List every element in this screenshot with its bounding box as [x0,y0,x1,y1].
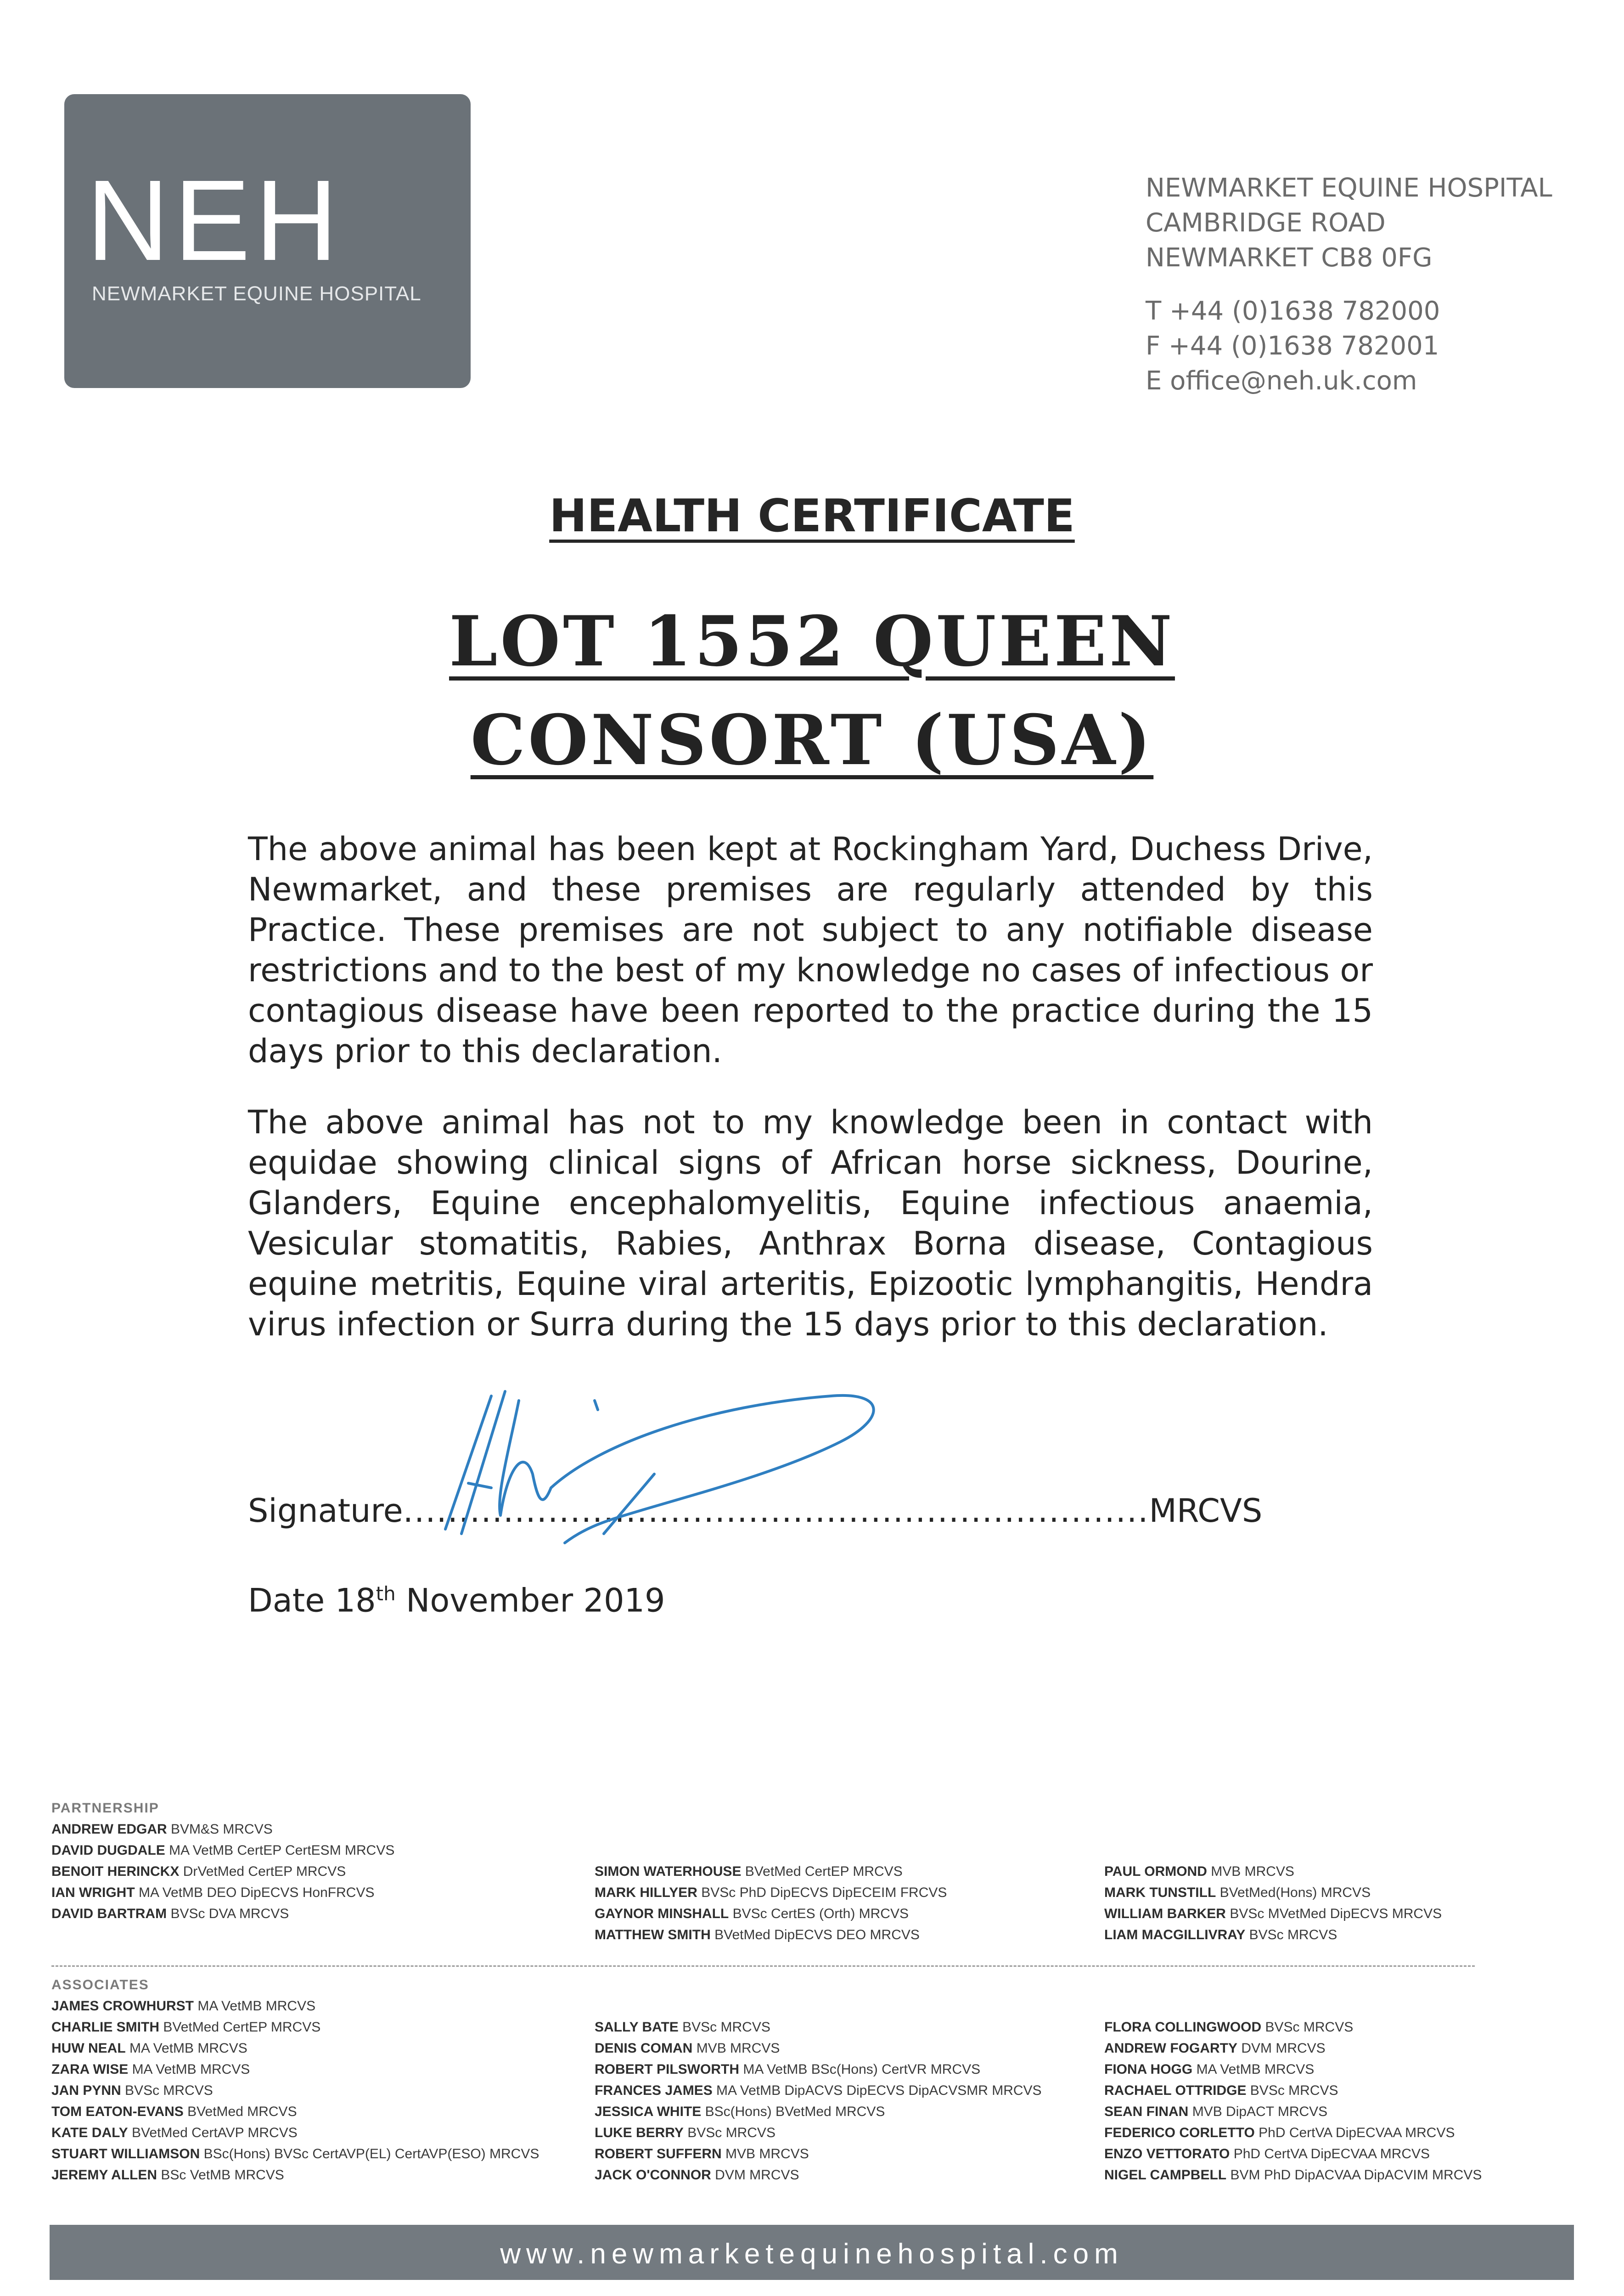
staff-name: MARK HILLYER [595,1885,697,1900]
staff-entry [1104,1903,1442,1925]
partnership-heading: PARTNERSHIP [51,1801,159,1816]
staff-name: FRANCES JAMES [595,2083,713,2098]
staff-name: ANDREW FOGARTY [1104,2041,1237,2056]
staff-name: KATE DALY [51,2125,128,2140]
staff-qualifications: MVB MRCVS [1211,1864,1294,1879]
address-line: NEWMARKET EQUINE HOSPITAL [1146,173,1552,203]
staff-entry [595,2144,1042,2165]
signature-dots: ................................................................... [403,1492,1149,1530]
staff-name: JESSICA WHITE [595,2104,702,2119]
staff-qualifications: MA VetMB MRCVS [197,1998,316,2014]
declaration-paragraph-1: The above animal has been kept at Rockingham Yard, Duchess Drive, Newmarket, and these premises are regularly attended by this Practice. These premises are not subject to any notifiable disease restrictions and to the best of my knowledge no cases of infectious or contagious disease have been reported to the practice during the 15 days prior to this declaration. [248,830,1373,1070]
staff-qualifications: BVM PhD DipACVAA DipACVIM MRCVS [1230,2167,1482,2183]
staff-entry [51,1819,394,1840]
staff-qualifications: BVSc MVetMed DipECVS MRCVS [1230,1906,1442,1921]
staff-entry [51,2101,539,2122]
staff-name: JAMES CROWHURST [51,1998,194,2014]
staff-qualifications: BVetMed(Hons) MRCVS [1219,1885,1371,1900]
staff-entry [1104,2059,1482,2080]
staff-name: ROBERT PILSWORTH [595,2062,739,2077]
staff-qualifications: MVB MRCVS [696,2041,780,2056]
staff-name: MARK TUNSTILL [1104,1885,1216,1900]
staff-qualifications: BSc VetMB MRCVS [161,2167,284,2183]
staff-qualifications: BSc(Hons) BVSc CertAVP(EL) CertAVP(ESO) MRCVS [203,2146,539,2161]
address-line: NEWMARKET CB8 0FG [1146,243,1433,273]
staff-entry [1104,2144,1482,2165]
lot-heading [0,592,1624,790]
staff-name: ROBERT SUFFERN [595,2146,722,2161]
lot-line-2: CONSORT (USA) [470,700,1154,781]
staff-entry [1104,2038,1482,2059]
staff-qualifications: PhD CertVA DipECVAA MRCVS [1259,2125,1455,2140]
staff-entry [51,1996,539,2017]
staff-name: IAN WRIGHT [51,1885,135,1900]
staff-entry [51,1903,394,1925]
staff-qualifications: BSc(Hons) BVetMed MRCVS [705,2104,885,2119]
staff-name: TOM EATON-EVANS [51,2104,184,2119]
date-label: Date [248,1581,325,1620]
staff-qualifications: DVM MRCVS [715,2167,799,2183]
staff-name: NIGEL CAMPBELL [1104,2167,1227,2183]
staff-qualifications: MA VetMB DEO DipECVS HonFRCVS [138,1885,375,1900]
staff-qualifications: MVB MRCVS [725,2146,809,2161]
date-line [248,1581,665,1620]
staff-name: SEAN FINAN [1104,2104,1189,2119]
staff-entry [595,2122,1042,2144]
staff-qualifications: BVetMed DipECVS DEO MRCVS [714,1927,920,1942]
staff-entry [595,2080,1042,2101]
staff-entry [595,2165,1042,2186]
date-month-year: November 2019 [406,1581,665,1620]
logo-subtitle: NEWMARKET EQUINE HOSPITAL [92,282,421,305]
staff-qualifications: BVSc MRCVS [1265,2020,1354,2035]
staff-name: ZARA WISE [51,2062,129,2077]
partnership-column-2 [595,1861,947,1946]
staff-qualifications: BVSc MRCVS [682,2020,770,2035]
staff-qualifications: BVetMed CertEP MRCVS [745,1864,903,1879]
staff-name: WILLIAM BARKER [1104,1906,1226,1921]
staff-qualifications: MA VetMB DipACVS DipECVS DipACVSMR MRCVS [716,2083,1042,2098]
staff-qualifications: BVM&S MRCVS [171,1822,273,1837]
hospital-logo [64,94,471,388]
staff-entry [1104,2080,1482,2101]
staff-entry [51,2059,539,2080]
staff-entry [51,2017,539,2038]
staff-entry [595,2059,1042,2080]
staff-name: RACHAEL OTTRIDGE [1104,2083,1247,2098]
staff-name: ANDREW EDGAR [51,1822,167,1837]
staff-qualifications: BVSc MRCVS [125,2083,213,2098]
staff-qualifications: DVM MRCVS [1241,2041,1326,2056]
footer-website: www.newmarketequinehospital.com [500,2238,1124,2270]
staff-qualifications: BVetMed CertAVP MRCVS [132,2125,298,2140]
hospital-contact [1146,294,1440,399]
signature-suffix: MRCVS [1149,1492,1263,1530]
staff-name: DAVID DUGDALE [51,1843,165,1858]
staff-qualifications: BVetMed CertEP MRCVS [163,2020,321,2035]
telephone: T +44 (0)1638 782000 [1146,296,1440,326]
staff-qualifications: MVB DipACT MRCVS [1192,2104,1328,2119]
staff-entry [51,2038,539,2059]
staff-name: BENOIT HERINCKX [51,1864,180,1879]
associates-column-2 [595,2017,1042,2186]
footer-bar [50,2225,1574,2280]
staff-qualifications: BVSc MRCVS [1250,2083,1338,2098]
staff-divider [51,1965,1475,1967]
staff-qualifications: BVSc DVA MRCVS [170,1906,289,1921]
staff-entry [595,1861,947,1882]
staff-entry [1104,2101,1482,2122]
staff-name: PAUL ORMOND [1104,1864,1207,1879]
staff-name: GAYNOR MINSHALL [595,1906,729,1921]
staff-qualifications: BVSc MRCVS [687,2125,775,2140]
staff-qualifications: MA VetMB CertEP CertESM MRCVS [169,1843,395,1858]
staff-qualifications: BVSc MRCVS [1249,1927,1337,1942]
staff-entry [51,2122,539,2144]
staff-entry [51,2165,539,2186]
staff-entry [1104,1925,1442,1946]
staff-name: LIAM MACGILLIVRAY [1104,1927,1246,1942]
certificate-title-text: HEALTH CERTIFICATE [549,490,1075,542]
staff-qualifications: MA VetMB MRCVS [1196,2062,1315,2077]
staff-entry [595,2038,1042,2059]
staff-name: SIMON WATERHOUSE [595,1864,742,1879]
staff-name: FLORA COLLINGWOOD [1104,2020,1262,2035]
staff-qualifications: MA VetMB MRCVS [132,2062,250,2077]
staff-entry [1104,2122,1482,2144]
staff-name: STUART WILLIAMSON [51,2146,200,2161]
associates-column-3 [1104,2017,1482,2186]
staff-entry [595,1882,947,1903]
staff-name: FIONA HOGG [1104,2062,1193,2077]
date-day: 18 [335,1581,376,1620]
partnership-column-3 [1104,1861,1442,1946]
email: E office@neh.uk.com [1146,366,1417,396]
address-line: CAMBRIDGE ROAD [1146,208,1386,238]
staff-name: DAVID BARTRAM [51,1906,167,1921]
certificate-title [0,490,1624,542]
staff-entry [595,1925,947,1946]
staff-name: HUW NEAL [51,2041,126,2056]
staff-entry [51,2144,539,2165]
staff-qualifications: PhD CertVA DipECVAA MRCVS [1233,2146,1430,2161]
staff-entry [51,2080,539,2101]
staff-entry [1104,1882,1442,1903]
staff-entry [51,1861,394,1882]
staff-entry [51,1882,394,1903]
staff-name: JEREMY ALLEN [51,2167,157,2183]
staff-entry [51,1840,394,1861]
staff-name: SALLY BATE [595,2020,679,2035]
logo-mark: NEH [86,156,343,284]
partnership-column-1 [51,1798,394,1925]
staff-qualifications: DrVetMed CertEP MRCVS [183,1864,346,1879]
staff-name: FEDERICO CORLETTO [1104,2125,1255,2140]
staff-entry [595,2101,1042,2122]
staff-name: CHARLIE SMITH [51,2020,159,2035]
associates-heading: ASSOCIATES [51,1977,149,1992]
fax: F +44 (0)1638 782001 [1146,331,1439,361]
staff-name: MATTHEW SMITH [595,1927,711,1942]
staff-name: ENZO VETTORATO [1104,2146,1230,2161]
staff-qualifications: BVSc PhD DipECVS DipECEIM FRCVS [701,1885,947,1900]
staff-qualifications: MA VetMB MRCVS [129,2041,247,2056]
staff-name: JACK O'CONNOR [595,2167,711,2183]
staff-entry [1104,1861,1442,1882]
staff-entry [595,1903,947,1925]
handwritten-signature [427,1378,923,1552]
staff-entry [1104,2017,1482,2038]
staff-name: DENIS COMAN [595,2041,693,2056]
lot-line-1: LOT 1552 QUEEN [449,601,1175,682]
date-ordinal: th [376,1582,396,1605]
associates-column-1 [51,1975,539,2186]
staff-name: LUKE BERRY [595,2125,684,2140]
staff-qualifications: BVSc CertES (Orth) MRCVS [732,1906,909,1921]
staff-entry [1104,2165,1482,2186]
signature-label: Signature [248,1492,403,1530]
staff-entry [595,2017,1042,2038]
staff-qualifications: BVetMed MRCVS [187,2104,297,2119]
hospital-address [1146,171,1552,276]
staff-qualifications: MA VetMB BSc(Hons) CertVR MRCVS [743,2062,981,2077]
declaration-paragraph-2: The above animal has not to my knowledge been in contact with equidae showing clinical signs of African horse sickness, Dourine, Glanders, Equine encephalomyelitis, Equine infectious anaemia, Vesicular stomatitis, Rabies, Anthrax Borna disease, Contagious equine metritis, Equine viral arteritis, Epizootic lymphangitis, Hendra virus infection or Surra during the 15 days prior to this declaration. [248,1103,1373,1343]
staff-name: JAN PYNN [51,2083,121,2098]
